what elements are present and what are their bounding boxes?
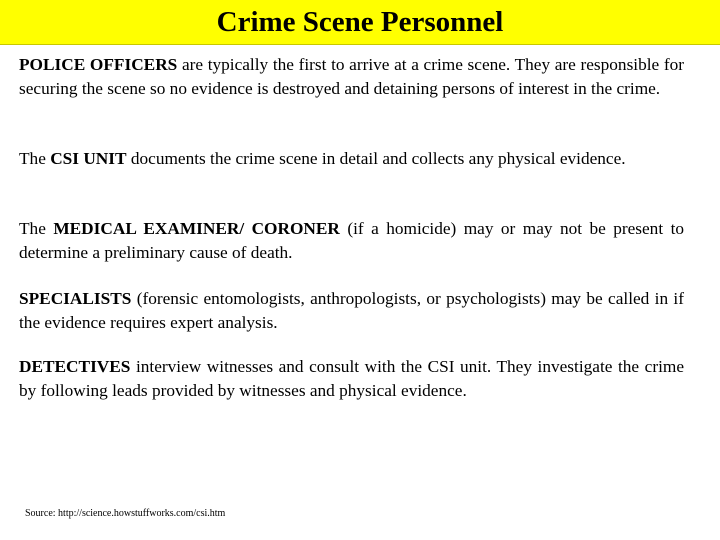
paragraph-police-officers [19,53,684,100]
page-title: Crime Scene Personnel [216,5,504,38]
title-banner [0,0,720,45]
keyword-medical-examiner: MEDICAL EXAMINER/ CORONER [53,219,340,238]
keyword-csi-unit: CSI UNIT [50,149,127,168]
keyword-police-officers: POLICE OFFICERS [19,55,178,74]
paragraph-text: (forensic entomologists, anthropologists, or psychologists) may be called in if the evidence requires expert analysis. [19,289,684,332]
paragraph-text: are typically the first to arrive at a crime scene. They are responsible for securing the scene so no evidence is destroyed and detaining persons of interest in the crime. [19,55,685,98]
paragraph-specialists [19,287,684,334]
paragraph-csi-unit [19,147,626,171]
paragraph-prefix: The [19,149,51,168]
keyword-detectives: DETECTIVES [19,357,131,376]
paragraph-text: (if a homicide) may or may not be present to determine a preliminary cause of death. [19,219,685,262]
keyword-specialists: SPECIALISTS [19,289,132,308]
source-citation: Source: http://science.howstuffworks.com/csi.htm [25,508,226,519]
paragraph-medical-examiner [19,217,684,264]
paragraph-text: documents the crime scene in detail and collects any physical evidence. [126,149,626,168]
paragraph-prefix: The [19,219,54,238]
paragraph-detectives [19,355,684,402]
paragraph-text: interview witnesses and consult with the CSI unit. They investigate the crime by following leads provided by witnesses and physical evidence. [19,357,684,400]
